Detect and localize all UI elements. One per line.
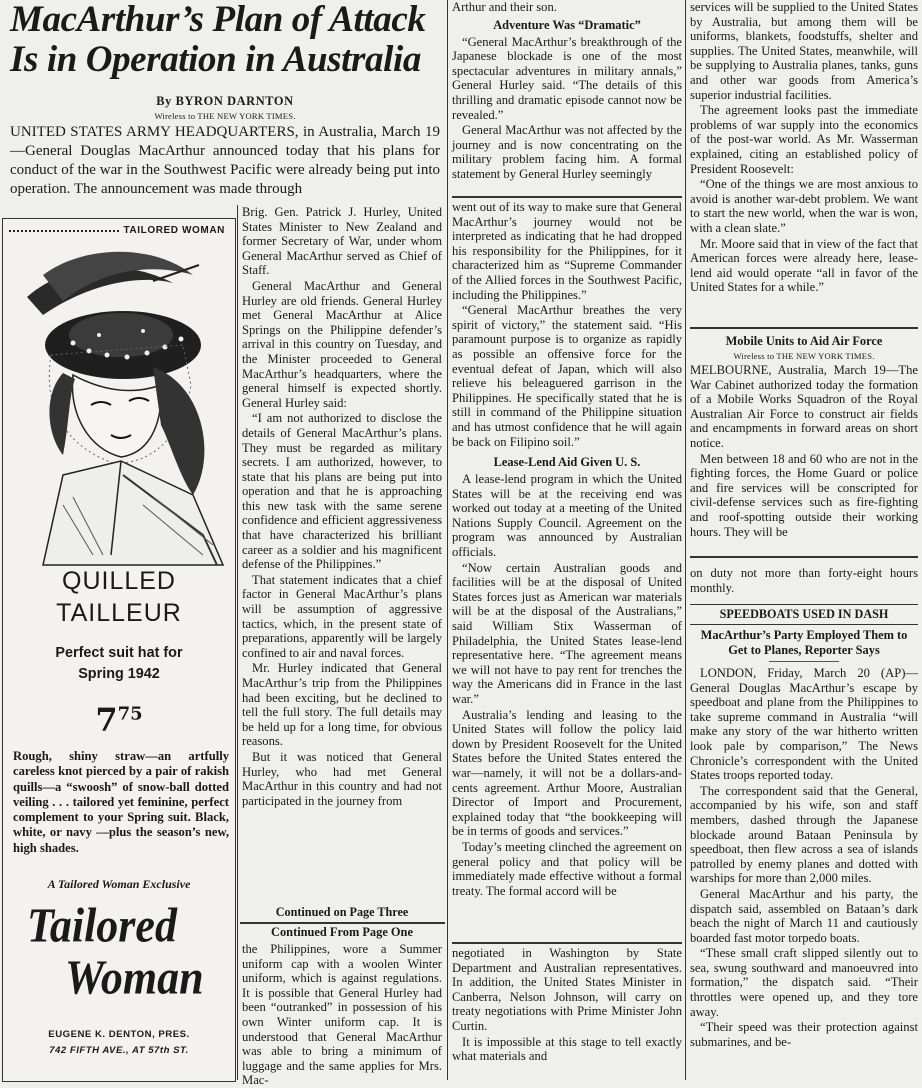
continued-from-label: Continued From Page One: [271, 925, 413, 939]
subhead-adventure: Adventure Was “Dramatic”: [493, 17, 641, 32]
paragraph: General MacArthur was not affected by the journey and is now concentrating on the military problem facing him. A formal statement by General Hurley seemingly: [452, 123, 682, 181]
ad-brand-line1: Tailored: [27, 898, 177, 953]
ad-tagline-line2: Spring 1942: [78, 666, 160, 682]
wire-credit: Wireless to THE NEW YORK TIMES.: [154, 111, 296, 121]
paragraph: services will be supplied to the United States by Australia, but among them will be uniforms, blankets, foodstuffs, shelter and supplies. The United States, meanwhile, will be supplying to Australia planes, tanks, guns and other war goods from America’s superior industrial facilities.: [690, 0, 918, 102]
ad-copy: Rough, shiny straw—an artfully careless knot pierced by a pair of rakish quills—a “swoosh” of snow-ball dotted veiling . . . tailored yet feminine, perfect complement to your Spring suit. Black, white, or navy —plus the season’s new, high shades.: [13, 749, 229, 855]
ad-president: EUGENE K. DENTON, PRES.: [48, 1029, 190, 1040]
paragraph: “One of the things we are most anxious to avoid is another war-debt problem. We want to start the new world, when the war is won, with a clean slate.”: [690, 177, 918, 235]
paragraph: went out of its way to make sure that General MacArthur’s journey would not be interpreted as indicating that he had dropped his responsibility for the Philippines, for it characterized him as “Supreme Commander of the Allied forces in the Southwest Pacific, including the Philippines.”: [452, 200, 682, 302]
paragraph: MELBOURNE, Australia, March 19—The War Cabinet authorized today the formation of a Mobile Works Squadron of the Royal Australian Air Force to construct air fields and encampments in forward areas on short notice.: [690, 363, 918, 450]
paragraph: Men between 18 and 60 who are not in the fighting forces, the Home Guard or police and fire services will be conscripted for civil-defense services such as fire-fighting and roof-spotting outside their working hours. They will be: [690, 451, 918, 539]
paragraph: LONDON, Friday, March 20 (AP)—General Douglas MacArthur’s escape by speedboat and plane from the Philippines to take supreme command in Australia “will make any story of the war hitherto written look pale by comparison,” The News Chronicle’s correspondent with the United States troops reported today.: [690, 666, 918, 783]
column-4-top: [690, 0, 918, 325]
paragraph: The agreement looks past the immediate problems of war supply into the economics of the post-war world. As Mr. Wasserman explained, citing an established policy of President Roosevelt:: [690, 103, 918, 176]
column-3-middle: [452, 200, 682, 942]
paragraph: General MacArthur and General Hurley are old friends. General Hurley met General MacArthur at Alice Springs on the Philippine defender’s arrival in this country on Tuesday, and the Minister proceeded to General MacArthur’s headquarters, where the general himself is expected shortly. General Hurley said:: [242, 278, 442, 410]
jump-line: [242, 905, 442, 923]
paragraph: Mr. Moore said that in view of the fact that American forces were already here, lease-lend aid would operate “all in favor of the United States for a while.”: [690, 236, 918, 295]
speedboats-story: [690, 602, 918, 1080]
column-3-bottom: [452, 946, 682, 1080]
column-2: [242, 205, 442, 905]
jump-rule: [240, 922, 445, 924]
byline: By BYRON DARNTON: [156, 94, 294, 108]
speedboats-headline: SPEEDBOATS USED IN DASH: [690, 604, 918, 625]
paragraph: on duty not more than forty-eight hours monthly.: [690, 566, 918, 595]
lead-paragraph: UNITED STATES ARMY HEADQUARTERS, in Australia, March 19—General Douglas MacArthur announced today that his plans for conduct of the war in the Southwest Pacific were already being put into operation. The announcement was made through: [10, 124, 440, 197]
column-4-continued: [690, 566, 918, 602]
paragraph: negotiated in Washington by State Department and Australian representatives. In addition, the United States Minister in Canberra, Nelson Johnson, will carry on treaty negotiations with Prime Minister John Curtin.: [452, 946, 682, 1033]
column-rule: [685, 0, 686, 1080]
headline: MacArthur’s Plan of Attack Is in Operation in Australia: [10, 0, 426, 80]
paragraph: “Now certain Australian goods and facilities will be at the disposal of United States forces just as American war materials will be at the disposal of the Australians,” said William Stix Wasserman of Philadelphia, the United States lease-lend representative here. “The agreement means we will not have to pay rent for trenches the way the Americans did in France in the last war.”: [452, 560, 682, 706]
paragraph: Today’s meeting clinched the agreement on general policy and that policy will be immediately made effective without a formal treaty. The formal accord will be: [452, 839, 682, 898]
subhead-lease-lend: Lease-Lend Aid Given U. S.: [493, 455, 641, 470]
continued-on-label: Continued on Page Three: [275, 905, 409, 919]
column-rule: [237, 205, 238, 1080]
paragraph: That statement indicates that a chief factor in General MacArthur’s plans will be assumption of aggressive tactics, which, in the present state of preparations, apparently will be largely confined to air and naval forces.: [242, 572, 442, 660]
box-rule: [452, 942, 682, 944]
ad-address: 742 FIFTH AVE., AT 57th ST.: [49, 1045, 189, 1056]
ad-exclusive: A Tailored Woman Exclusive: [47, 877, 191, 891]
paragraph: “General MacArthur breathes the very spirit of victory,” the statement said. “His paramount purpose is to organize as rapidly as possible an offensive force for the eventual defeat of Japan, which will also relieve his beleaguered garrison in the Philippines. He specifically stated that he is still in command of the Philippine situation and has utmost confidence that he will again be back on Filipino soil.”: [452, 303, 682, 449]
paragraph: “General MacArthur’s breakthrough of the Japanese blockade is one of the most spectacular adventures in military annals,” General Hurley said. “The details of this thrilling and dramatic episode cannot now be revealed.”: [452, 34, 682, 122]
ad-tagline-line1: Perfect suit hat for: [55, 645, 183, 661]
mobile-units-story: [690, 332, 918, 552]
ad-tag: TAILORED WOMAN: [123, 225, 225, 236]
paragraph: It is impossible at this stage to tell exactly what materials and: [452, 1034, 682, 1064]
ad-price-dollars: 7: [95, 701, 118, 739]
ad-brand-line2: Woman: [65, 950, 204, 1005]
ad-title-line1: QUILLED: [62, 567, 176, 595]
paragraph: “Their speed was their protection against submarines, and be-: [690, 1020, 918, 1049]
paragraph: General MacArthur and his party, the dispatch said, assembled on Bataan’s dark beach the night of March 11 and cautiously boarded fast motor torpedo boats.: [690, 886, 918, 945]
divider: [769, 661, 839, 662]
box-rule: [690, 556, 918, 558]
headline-block: [10, 0, 440, 205]
paragraph: Mr. Hurley indicated that General MacArthur’s trip from the Philippines had been exciting, but he declined to tell the full story. The full details may be held up for a long time, for obvious reasons.: [242, 661, 442, 749]
box-rule: [690, 327, 918, 329]
column-rule: [447, 0, 448, 1080]
paragraph: The correspondent said that the General, accompanied by his wife, son and staff members, dashed through the Japanese blockade around Bataan Peninsula by speedboat, then flew across a sea of islands patrolled by enemy planes and dotted with warships for more than 2,000 miles.: [690, 783, 918, 886]
paragraph: Arthur and their son.: [452, 0, 557, 14]
ad-price-cents: 75: [117, 703, 143, 725]
column-3-top: [452, 0, 682, 196]
ad-illustration: [3, 235, 235, 580]
column-2-continued: [242, 925, 442, 1088]
mobile-units-headline: Mobile Units to Aid Air Force: [725, 334, 883, 348]
mobile-wire-credit: Wireless to THE NEW YORK TIMES.: [733, 351, 875, 361]
paragraph: “I am not authorized to disclose the details of General MacArthur’s plans. They must be regarded as military secrets. I am authorized, however, to state that his plans are being put into operation and that he is approaching this new task with the same serene confidence and efficient aggressiveness that have characterized his brilliant career as a soldier and his magnificent defense of the Philippines.”: [242, 411, 442, 572]
ad-title-line2: TAILLEUR: [56, 599, 182, 627]
paragraph: “These small craft slipped silently out to sea, swung southward and manoeuvred into formation,” the dispatch said. “Their throttles were opened up, and they tore away.: [690, 946, 918, 1019]
paragraph: A lease-lend program in which the United States will be at the receiving end was worked out today at a meeting of the United Nations Supply Council. Agreement on the program was announced by Australian officials.: [452, 472, 682, 560]
paragraph: the Philippines, wore a Summer uniform cap with a woolen Winter uniform, which is against regulations. It is possible that General Hurley had been “outranked” in possession of his own Winter uniform cap. It is understood that General MacArthur was able to bring a minimum of luggage and the same applies for Mrs. Mac-: [242, 942, 442, 1088]
speedboats-subhead: MacArthur’s Party Employed Them to Get to Planes, Reporter Says: [700, 628, 908, 657]
paragraph: But it was noticed that General Hurley, who had met General MacArthur in this country and had not participated in the journey from: [242, 749, 442, 808]
box-rule: [452, 196, 682, 198]
paragraph: Australia’s lending and leasing to the United States will follow the policy laid down by President Roosevelt for the United States before the United States entered the war—namely, it will not be a dollars-and-cents agreement. Arthur Moore, Australian Director of Import and Procurement, explained today that “the bookkeeping will be in terms of goods and services.”: [452, 707, 682, 839]
paragraph: Brig. Gen. Patrick J. Hurley, United States Minister to New Zealand and former Secretary of War, under whom General MacArthur served as Chief of Staff.: [242, 205, 442, 278]
ad-price: [3, 701, 235, 739]
tailored-woman-ad: [2, 218, 236, 1082]
